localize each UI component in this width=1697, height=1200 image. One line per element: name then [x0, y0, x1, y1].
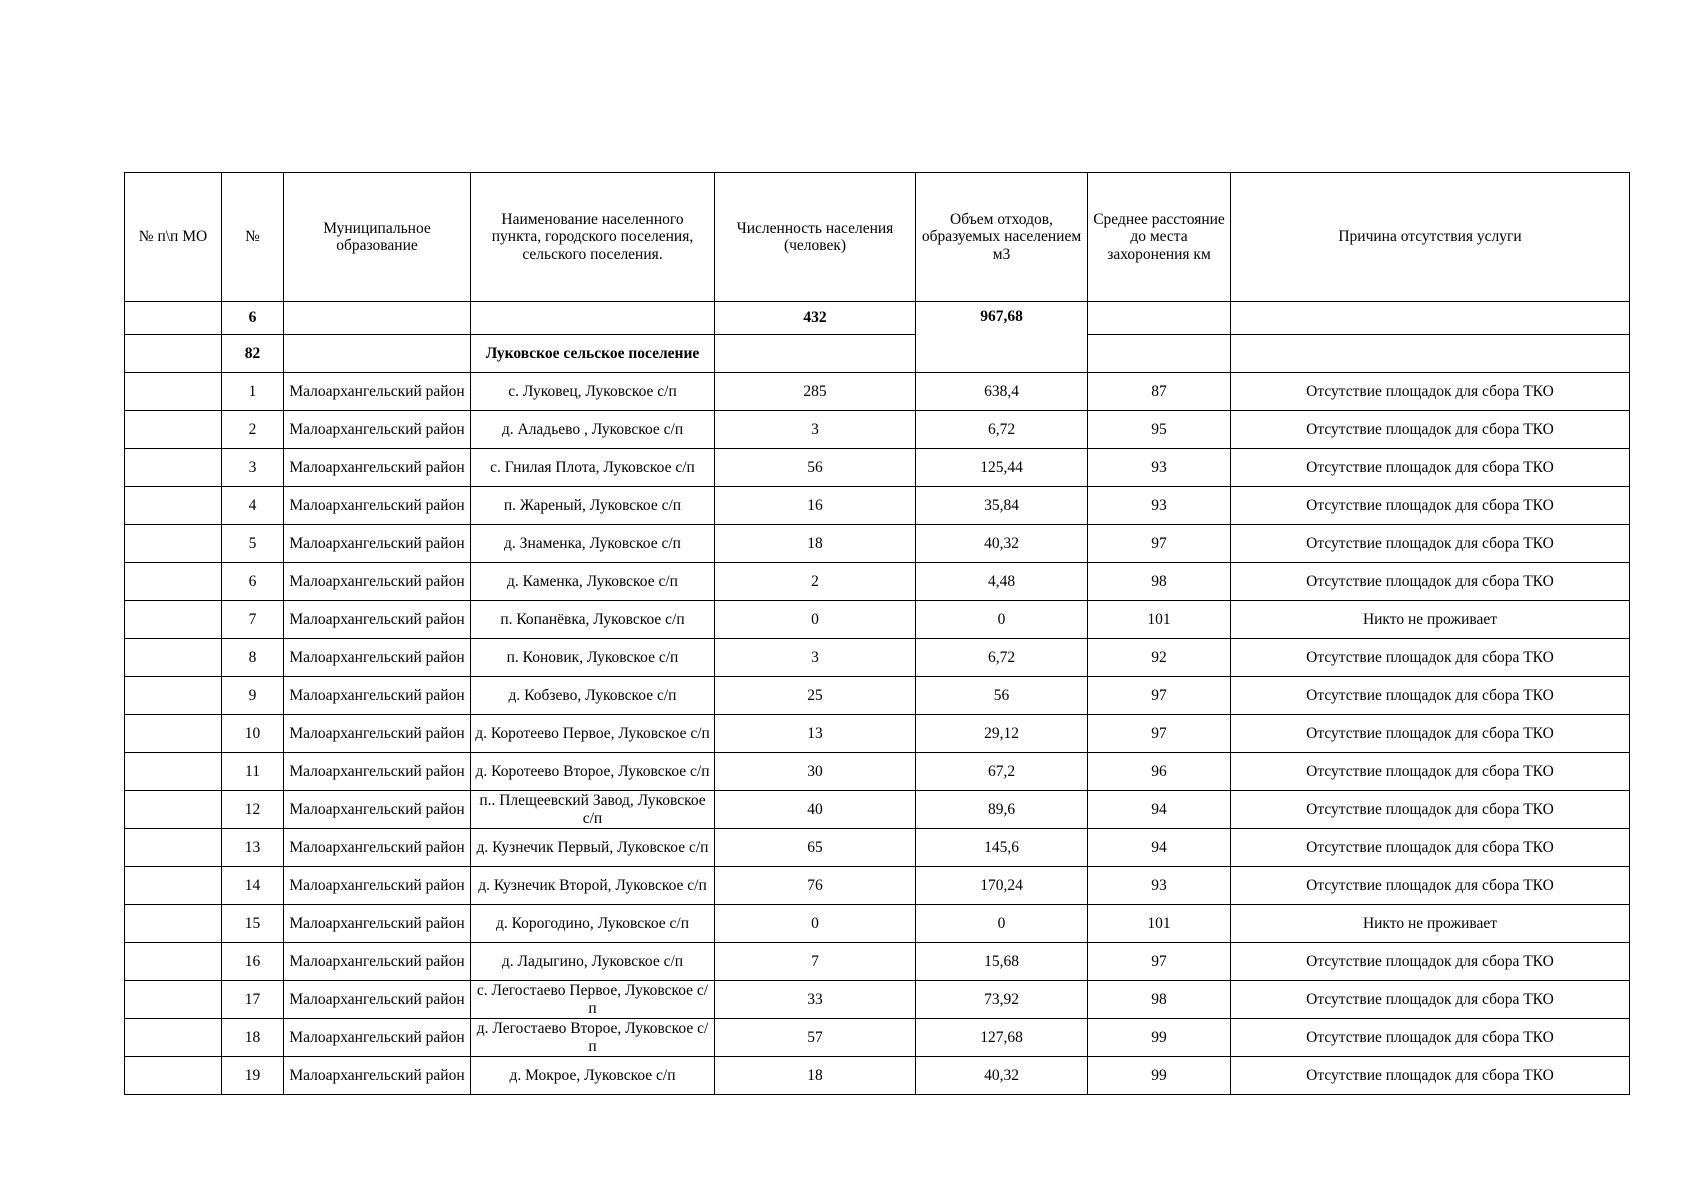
cell-mo-number	[125, 487, 222, 525]
cell-population: 56	[715, 449, 916, 487]
cell-settlement-name: д. Коротеево Первое, Луковское с/п	[471, 715, 715, 753]
cell-reason: Отсутствие площадок для сбора ТКО	[1231, 943, 1630, 981]
cell-distance: 93	[1088, 487, 1231, 525]
summary-cell-empty	[471, 302, 715, 335]
cell-settlement-name: д. Мокрое, Луковское с/п	[471, 1057, 715, 1095]
cell-mo-number	[125, 943, 222, 981]
cell-number: 1	[222, 373, 284, 411]
cell-population: 33	[715, 981, 916, 1019]
cell-waste-volume: 67,2	[916, 753, 1088, 791]
table-row	[125, 829, 1630, 867]
cell-distance: 99	[1088, 1019, 1231, 1057]
settlement-cell-empty	[715, 335, 916, 373]
cell-number: 6	[222, 563, 284, 601]
header-cell-municipality: Муниципальное образование	[284, 173, 471, 302]
table-row	[125, 677, 1630, 715]
cell-mo-number	[125, 867, 222, 905]
cell-distance: 98	[1088, 563, 1231, 601]
cell-waste-volume: 127,68	[916, 1019, 1088, 1057]
cell-reason: Отсутствие площадок для сбора ТКО	[1231, 829, 1630, 867]
table-row	[125, 411, 1630, 449]
cell-reason: Отсутствие площадок для сбора ТКО	[1231, 715, 1630, 753]
cell-mo-number	[125, 753, 222, 791]
cell-waste-volume: 40,32	[916, 1057, 1088, 1095]
table-row	[125, 487, 1630, 525]
cell-settlement-name: д. Кузнечик Второй, Луковское с/п	[471, 867, 715, 905]
cell-population: 30	[715, 753, 916, 791]
cell-municipality: Малоархангельский район	[284, 981, 471, 1019]
cell-population: 65	[715, 829, 916, 867]
cell-municipality: Малоархангельский район	[284, 601, 471, 639]
cell-number: 9	[222, 677, 284, 715]
cell-settlement-name: д. Коротеево Второе, Луковское с/п	[471, 753, 715, 791]
cell-distance: 94	[1088, 791, 1231, 829]
cell-municipality: Малоархангельский район	[284, 525, 471, 563]
cell-number: 15	[222, 905, 284, 943]
table-row	[125, 753, 1630, 791]
cell-waste-volume: 638,4	[916, 373, 1088, 411]
table-row	[125, 1019, 1630, 1057]
cell-mo-number	[125, 373, 222, 411]
table-row	[125, 373, 1630, 411]
cell-waste-volume: 145,6	[916, 829, 1088, 867]
cell-waste-volume: 15,68	[916, 943, 1088, 981]
cell-municipality: Малоархангельский район	[284, 829, 471, 867]
cell-waste-volume: 35,84	[916, 487, 1088, 525]
cell-population: 13	[715, 715, 916, 753]
cell-mo-number	[125, 905, 222, 943]
cell-municipality: Малоархангельский район	[284, 1019, 471, 1057]
cell-mo-number	[125, 715, 222, 753]
cell-reason: Отсутствие площадок для сбора ТКО	[1231, 563, 1630, 601]
cell-municipality: Малоархангельский район	[284, 867, 471, 905]
summary-cell-empty	[125, 302, 222, 335]
cell-waste-volume: 73,92	[916, 981, 1088, 1019]
cell-distance: 101	[1088, 601, 1231, 639]
cell-mo-number	[125, 791, 222, 829]
cell-number: 7	[222, 601, 284, 639]
cell-distance: 87	[1088, 373, 1231, 411]
table-row	[125, 449, 1630, 487]
cell-municipality: Малоархангельский район	[284, 411, 471, 449]
cell-settlement-name: д. Кузнечик Первый, Луковское с/п	[471, 829, 715, 867]
cell-distance: 93	[1088, 449, 1231, 487]
table-row	[125, 905, 1630, 943]
cell-number: 5	[222, 525, 284, 563]
cell-waste-volume: 125,44	[916, 449, 1088, 487]
cell-municipality: Малоархангельский район	[284, 1057, 471, 1095]
cell-distance: 99	[1088, 1057, 1231, 1095]
cell-distance: 97	[1088, 525, 1231, 563]
cell-number: 2	[222, 411, 284, 449]
settlement-cell-empty	[1088, 335, 1231, 373]
cell-municipality: Малоархангельский район	[284, 753, 471, 791]
cell-municipality: Малоархангельский район	[284, 677, 471, 715]
summary-cell-empty	[1231, 302, 1630, 335]
cell-settlement-name: п. Коновик, Луковское с/п	[471, 639, 715, 677]
cell-number: 12	[222, 791, 284, 829]
table-row	[125, 525, 1630, 563]
cell-mo-number	[125, 563, 222, 601]
cell-reason: Отсутствие площадок для сбора ТКО	[1231, 1019, 1630, 1057]
cell-population: 40	[715, 791, 916, 829]
cell-settlement-name: д. Знаменка, Луковское с/п	[471, 525, 715, 563]
cell-municipality: Малоархангельский район	[284, 563, 471, 601]
cell-population: 16	[715, 487, 916, 525]
cell-population: 25	[715, 677, 916, 715]
summary-cell-empty	[284, 302, 471, 335]
cell-population: 57	[715, 1019, 916, 1057]
cell-municipality: Малоархангельский район	[284, 791, 471, 829]
cell-distance: 97	[1088, 943, 1231, 981]
cell-mo-number	[125, 677, 222, 715]
cell-population: 18	[715, 525, 916, 563]
cell-reason: Отсутствие площадок для сбора ТКО	[1231, 677, 1630, 715]
cell-settlement-name: с. Легостаево Первое, Луковское с/п	[471, 981, 715, 1019]
table-row	[125, 943, 1630, 981]
cell-reason: Отсутствие площадок для сбора ТКО	[1231, 487, 1630, 525]
cell-waste-volume: 4,48	[916, 563, 1088, 601]
cell-number: 13	[222, 829, 284, 867]
cell-distance: 101	[1088, 905, 1231, 943]
cell-number: 11	[222, 753, 284, 791]
cell-number: 18	[222, 1019, 284, 1057]
cell-distance: 93	[1088, 867, 1231, 905]
cell-distance: 97	[1088, 715, 1231, 753]
table-row	[125, 715, 1630, 753]
cell-mo-number	[125, 411, 222, 449]
cell-settlement-name: д. Легостаево Второе, Луковское с/п	[471, 1019, 715, 1057]
cell-population: 76	[715, 867, 916, 905]
cell-municipality: Малоархангельский район	[284, 639, 471, 677]
cell-number: 16	[222, 943, 284, 981]
cell-reason: Никто не проживает	[1231, 601, 1630, 639]
cell-reason: Никто не проживает	[1231, 905, 1630, 943]
summary-population: 432	[715, 302, 916, 335]
cell-waste-volume: 29,12	[916, 715, 1088, 753]
header-cell-distance: Среднее расстояние до места захоронения км	[1088, 173, 1231, 302]
cell-waste-volume: 56	[916, 677, 1088, 715]
cell-distance: 95	[1088, 411, 1231, 449]
cell-number: 8	[222, 639, 284, 677]
cell-population: 2	[715, 563, 916, 601]
cell-reason: Отсутствие площадок для сбора ТКО	[1231, 373, 1630, 411]
cell-municipality: Малоархангельский район	[284, 487, 471, 525]
cell-number: 19	[222, 1057, 284, 1095]
cell-population: 3	[715, 411, 916, 449]
header-cell-number: №	[222, 173, 284, 302]
cell-reason: Отсутствие площадок для сбора ТКО	[1231, 411, 1630, 449]
cell-reason: Отсутствие площадок для сбора ТКО	[1231, 867, 1630, 905]
cell-waste-volume: 89,6	[916, 791, 1088, 829]
cell-waste-volume: 0	[916, 601, 1088, 639]
cell-number: 4	[222, 487, 284, 525]
waste-service-table	[124, 172, 1630, 1095]
cell-municipality: Малоархангельский район	[284, 905, 471, 943]
cell-settlement-name: п.. Плещеевский Завод, Луковское с/п	[471, 791, 715, 829]
cell-settlement-name: п. Жареный, Луковское с/п	[471, 487, 715, 525]
cell-settlement-name: д. Кобзево, Луковское с/п	[471, 677, 715, 715]
header-cell-settlement-name: Наименование населенного пункта, городского поселения, сельского поселения.	[471, 173, 715, 302]
cell-mo-number	[125, 981, 222, 1019]
header-cell-mo-number: № п\п МО	[125, 173, 222, 302]
cell-settlement-name: д. Каменка, Луковское с/п	[471, 563, 715, 601]
cell-municipality: Малоархангельский район	[284, 715, 471, 753]
cell-number: 3	[222, 449, 284, 487]
cell-reason: Отсутствие площадок для сбора ТКО	[1231, 525, 1630, 563]
cell-municipality: Малоархангельский район	[284, 373, 471, 411]
cell-waste-volume: 40,32	[916, 525, 1088, 563]
summary-cell-empty	[1088, 302, 1231, 335]
cell-settlement-name: с. Луковец, Луковское с/п	[471, 373, 715, 411]
table-row	[125, 563, 1630, 601]
table-row	[125, 981, 1630, 1019]
table-row	[125, 639, 1630, 677]
cell-population: 0	[715, 601, 916, 639]
cell-settlement-name: п. Копанёвка, Луковское с/п	[471, 601, 715, 639]
cell-distance: 94	[1088, 829, 1231, 867]
table-row	[125, 867, 1630, 905]
settlement-cell-empty	[284, 335, 471, 373]
cell-reason: Отсутствие площадок для сбора ТКО	[1231, 1057, 1630, 1095]
cell-distance: 96	[1088, 753, 1231, 791]
cell-mo-number	[125, 639, 222, 677]
header-cell-reason: Причина отсутствия услуги	[1231, 173, 1630, 302]
table-row	[125, 791, 1630, 829]
cell-mo-number	[125, 1019, 222, 1057]
settlement-name: Луковское сельское поселение	[471, 335, 715, 373]
cell-reason: Отсутствие площадок для сбора ТКО	[1231, 753, 1630, 791]
cell-settlement-name: д. Ладыгино, Луковское с/п	[471, 943, 715, 981]
settlement-row	[125, 335, 1630, 373]
cell-waste-volume: 0	[916, 905, 1088, 943]
table-row	[125, 1057, 1630, 1095]
header-cell-waste-volume: Объем отходов, образуемых населением м3	[916, 173, 1088, 302]
cell-reason: Отсутствие площадок для сбора ТКО	[1231, 791, 1630, 829]
cell-mo-number	[125, 601, 222, 639]
cell-population: 285	[715, 373, 916, 411]
settlement-cell-empty	[125, 335, 222, 373]
cell-mo-number	[125, 449, 222, 487]
cell-waste-volume: 6,72	[916, 639, 1088, 677]
cell-waste-volume: 6,72	[916, 411, 1088, 449]
cell-number: 10	[222, 715, 284, 753]
cell-distance: 98	[1088, 981, 1231, 1019]
table-row	[125, 601, 1630, 639]
summary-number: 6	[222, 302, 284, 335]
settlement-number: 82	[222, 335, 284, 373]
cell-population: 0	[715, 905, 916, 943]
cell-population: 7	[715, 943, 916, 981]
cell-reason: Отсутствие площадок для сбора ТКО	[1231, 449, 1630, 487]
settlement-cell-empty	[1231, 335, 1630, 373]
cell-number: 17	[222, 981, 284, 1019]
cell-settlement-name: д. Аладьево , Луковское с/п	[471, 411, 715, 449]
cell-reason: Отсутствие площадок для сбора ТКО	[1231, 639, 1630, 677]
cell-reason: Отсутствие площадок для сбора ТКО	[1231, 981, 1630, 1019]
cell-mo-number	[125, 525, 222, 563]
cell-municipality: Малоархангельский район	[284, 449, 471, 487]
header-cell-population: Численность населения (человек)	[715, 173, 916, 302]
cell-settlement-name: д. Корогодино, Луковское с/п	[471, 905, 715, 943]
cell-population: 3	[715, 639, 916, 677]
summary-volume: 967,68	[916, 302, 1088, 373]
header-row	[125, 173, 1630, 302]
cell-settlement-name: с. Гнилая Плота, Луковское с/п	[471, 449, 715, 487]
cell-mo-number	[125, 1057, 222, 1095]
summary-row	[125, 302, 1630, 335]
cell-population: 18	[715, 1057, 916, 1095]
cell-mo-number	[125, 829, 222, 867]
cell-number: 14	[222, 867, 284, 905]
cell-waste-volume: 170,24	[916, 867, 1088, 905]
cell-municipality: Малоархангельский район	[284, 943, 471, 981]
cell-distance: 92	[1088, 639, 1231, 677]
cell-distance: 97	[1088, 677, 1231, 715]
